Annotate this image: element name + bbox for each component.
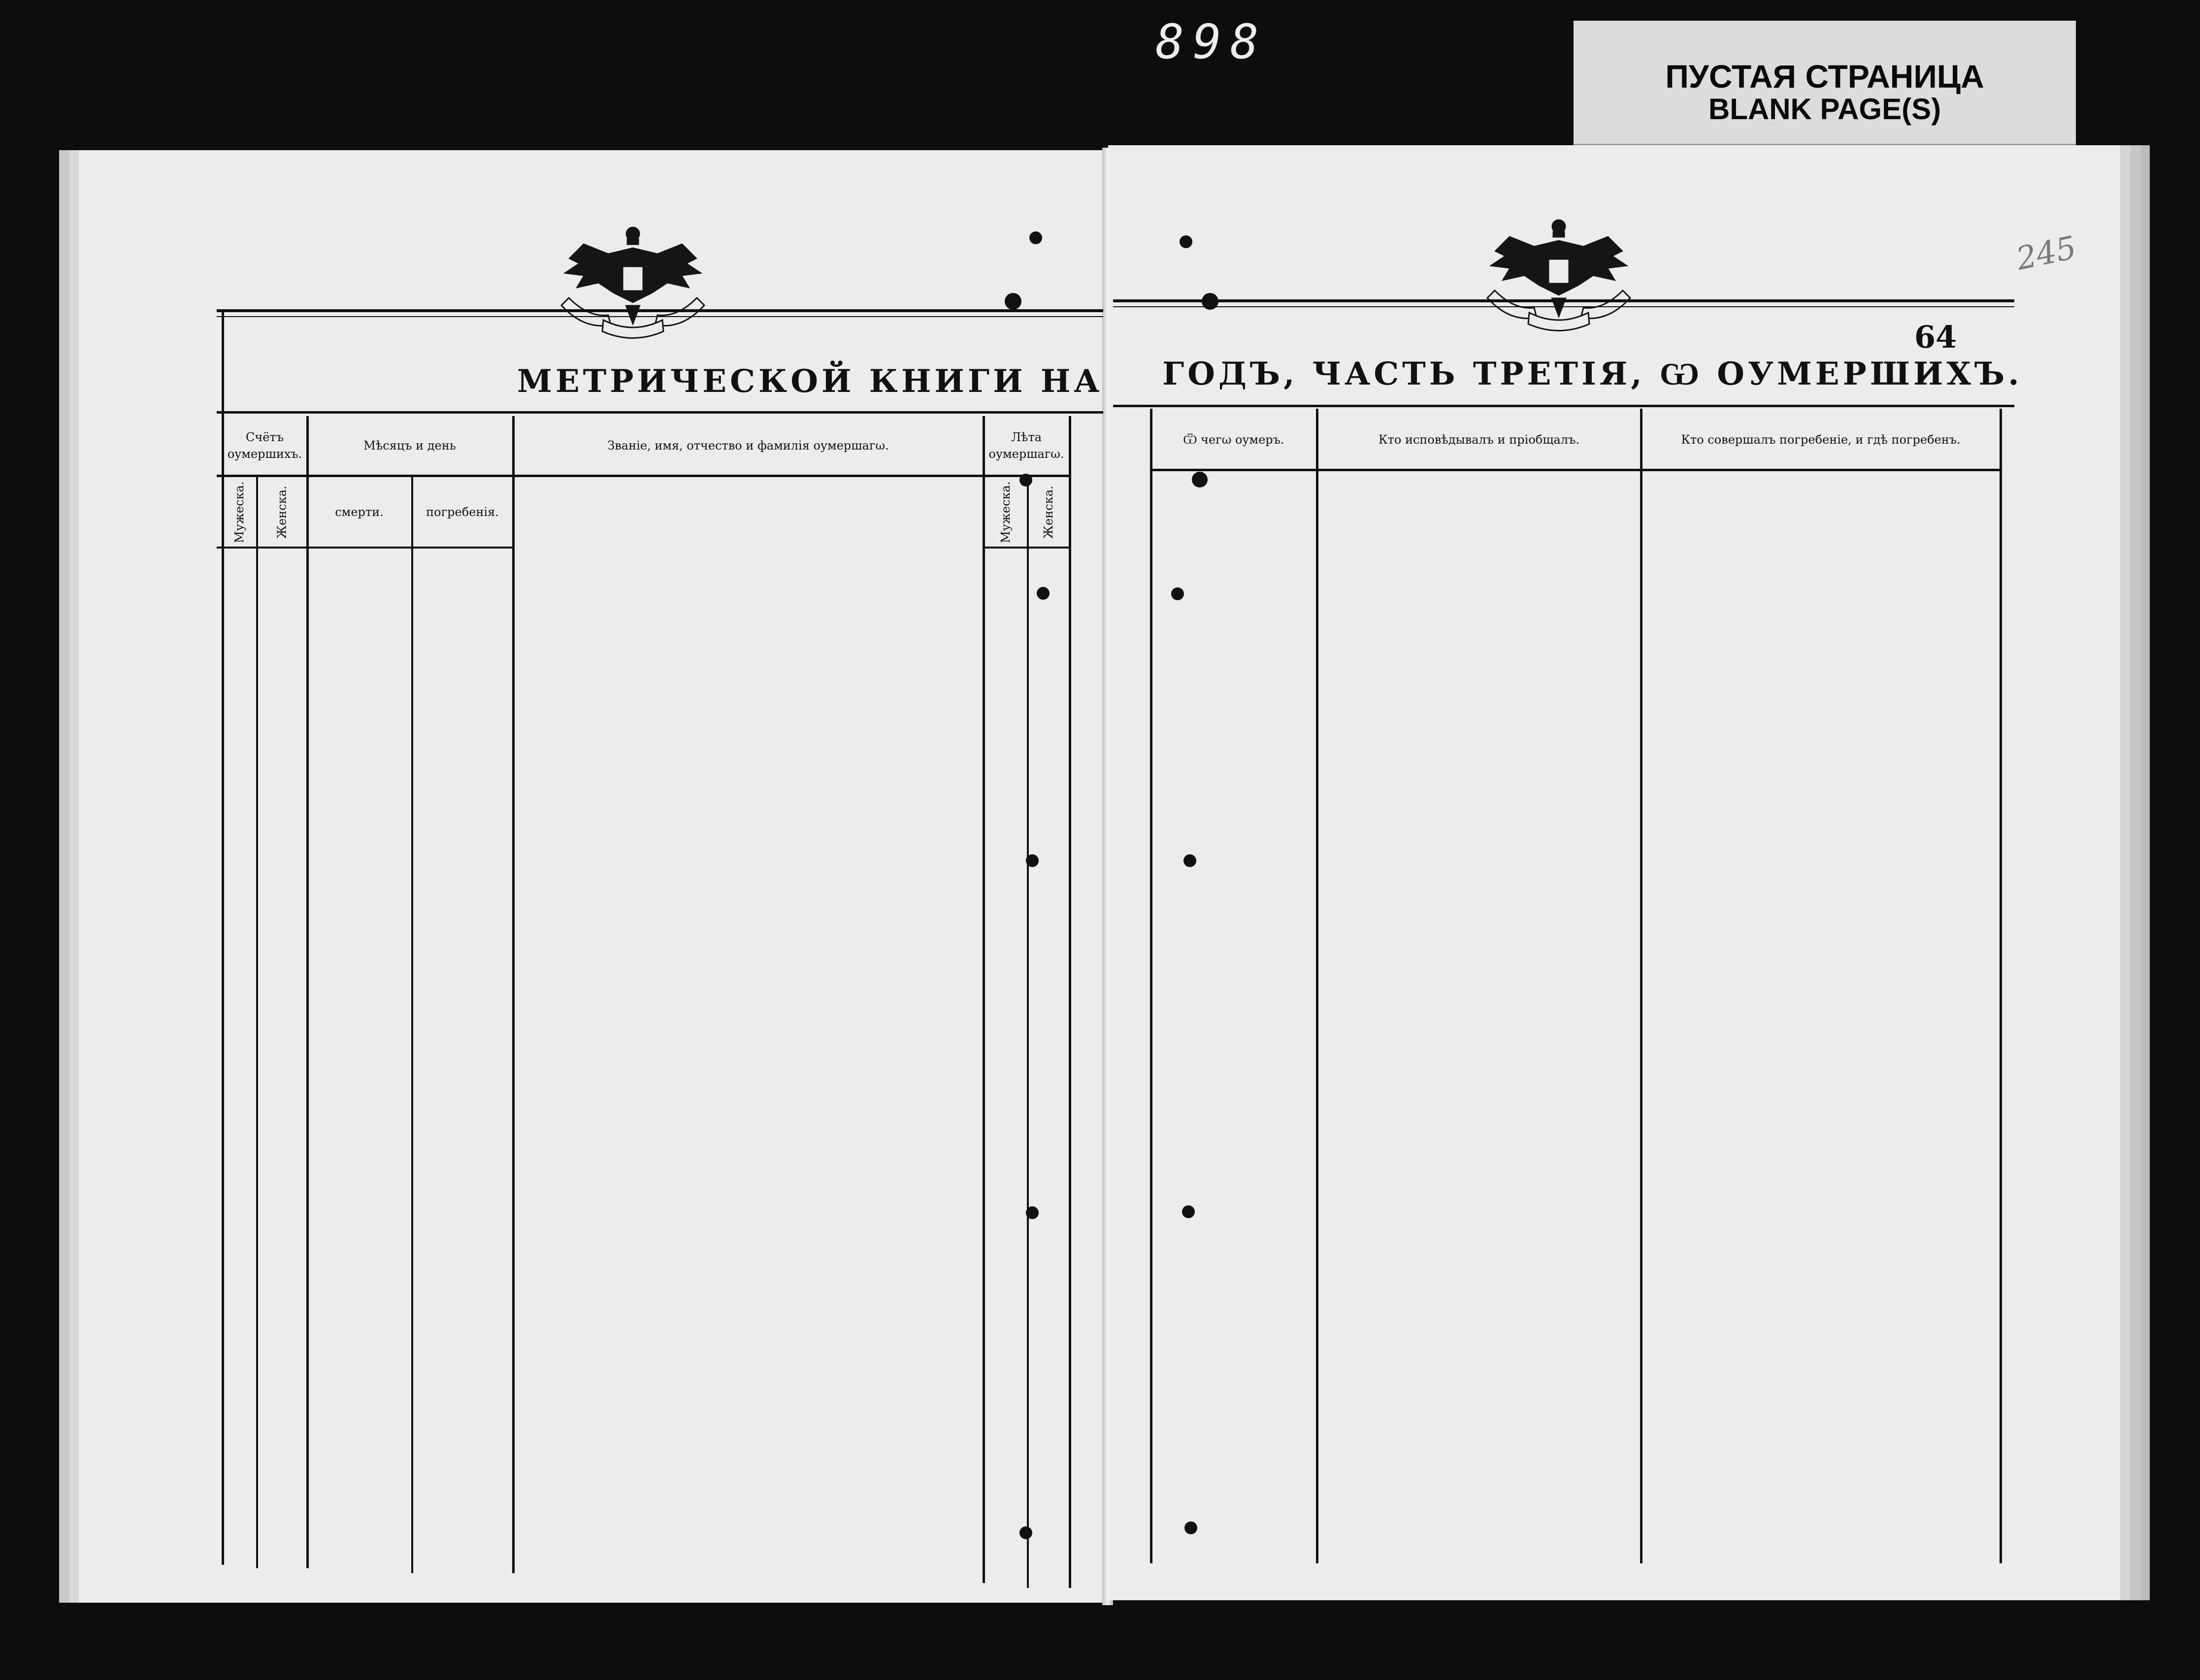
folio-printed: 64 xyxy=(1914,319,1957,355)
right-title: ГОДЪ, ЧАСТЬ ТРЕТІЯ, Ѡ ОУМЕРШИХЪ. xyxy=(1162,355,2023,392)
left-top-rule xyxy=(217,309,1103,312)
left-month-divider xyxy=(411,475,413,1573)
blank-page-tag-ru: ПУСТАЯ СТРАНИЦА xyxy=(1665,58,1984,95)
left-subheader-rule xyxy=(217,547,512,549)
left-count-male: Мужеска. xyxy=(232,481,246,543)
binding-hole xyxy=(1184,1521,1197,1534)
right-top-rule-thin xyxy=(1113,306,2014,307)
right-buried-header: Кто совершалъ погребеніе, и гдѣ погребенъ. xyxy=(1681,432,1961,447)
left-death-header: смерти. xyxy=(335,505,384,519)
left-top-rule-thin xyxy=(217,316,1103,317)
binding-hole xyxy=(1026,854,1039,867)
left-age-end xyxy=(1069,416,1071,1588)
right-confessed-header: Кто исповѣдывалъ и пріобщалъ. xyxy=(1379,432,1579,447)
right-cause-header: Ѿ чегω оумеръ. xyxy=(1183,432,1284,447)
binding-hole xyxy=(1019,1526,1032,1539)
binding-hole xyxy=(1029,231,1042,244)
double-headed-eagle-emblem xyxy=(549,219,717,347)
left-count-divider xyxy=(256,475,258,1568)
left-name-end xyxy=(983,416,985,1583)
folio-handwritten: 245 xyxy=(2013,229,2080,278)
left-title: МЕТРИЧЕСКОЙ КНИГИ НА xyxy=(517,363,1103,400)
left-count-female: Женска. xyxy=(275,485,289,539)
binding-hole xyxy=(1183,854,1196,867)
right-title-underline xyxy=(1113,405,2014,407)
right-buried-end xyxy=(2000,409,2002,1563)
binding-hole xyxy=(1182,1205,1195,1218)
left-header-rule xyxy=(217,475,1071,477)
left-month-end xyxy=(512,416,515,1573)
binding-hole xyxy=(1019,474,1032,486)
left-count-end xyxy=(306,416,309,1568)
right-confessed-end xyxy=(1640,409,1642,1563)
double-headed-eagle-emblem xyxy=(1475,212,1642,340)
left-age-male: Мужеска. xyxy=(999,481,1013,543)
reel-number: 898 xyxy=(1155,14,1268,69)
left-age-divider xyxy=(1027,475,1029,1588)
left-count-header: Счётъ оумершихъ. xyxy=(227,430,302,461)
left-title-underline xyxy=(217,411,1103,414)
right-top-rule xyxy=(1113,299,2014,302)
binding-hole xyxy=(1171,587,1184,600)
blank-page-tag-en: BLANK PAGE(S) xyxy=(1708,93,1941,126)
left-name-header: Званіе, имя, отчество и фамилія оумершагω. xyxy=(607,439,889,452)
binding-hole xyxy=(1005,293,1021,310)
left-age-header: Лѣта оумершагω. xyxy=(988,430,1064,461)
blank-page-tag xyxy=(1574,21,2076,146)
binding-hole xyxy=(1202,293,1218,310)
left-burial-header: погребенія. xyxy=(426,505,499,519)
binding-hole xyxy=(1037,587,1050,600)
right-outer-line xyxy=(1150,409,1152,1563)
binding-hole xyxy=(1192,472,1208,487)
right-cause-end xyxy=(1316,409,1318,1563)
binding-hole xyxy=(1180,235,1192,248)
binding-hole xyxy=(1026,1206,1039,1219)
right-header-rule xyxy=(1152,469,2002,471)
left-month-header: Мѣсяцъ и день xyxy=(363,439,456,452)
left-age-female: Женска. xyxy=(1042,485,1055,539)
